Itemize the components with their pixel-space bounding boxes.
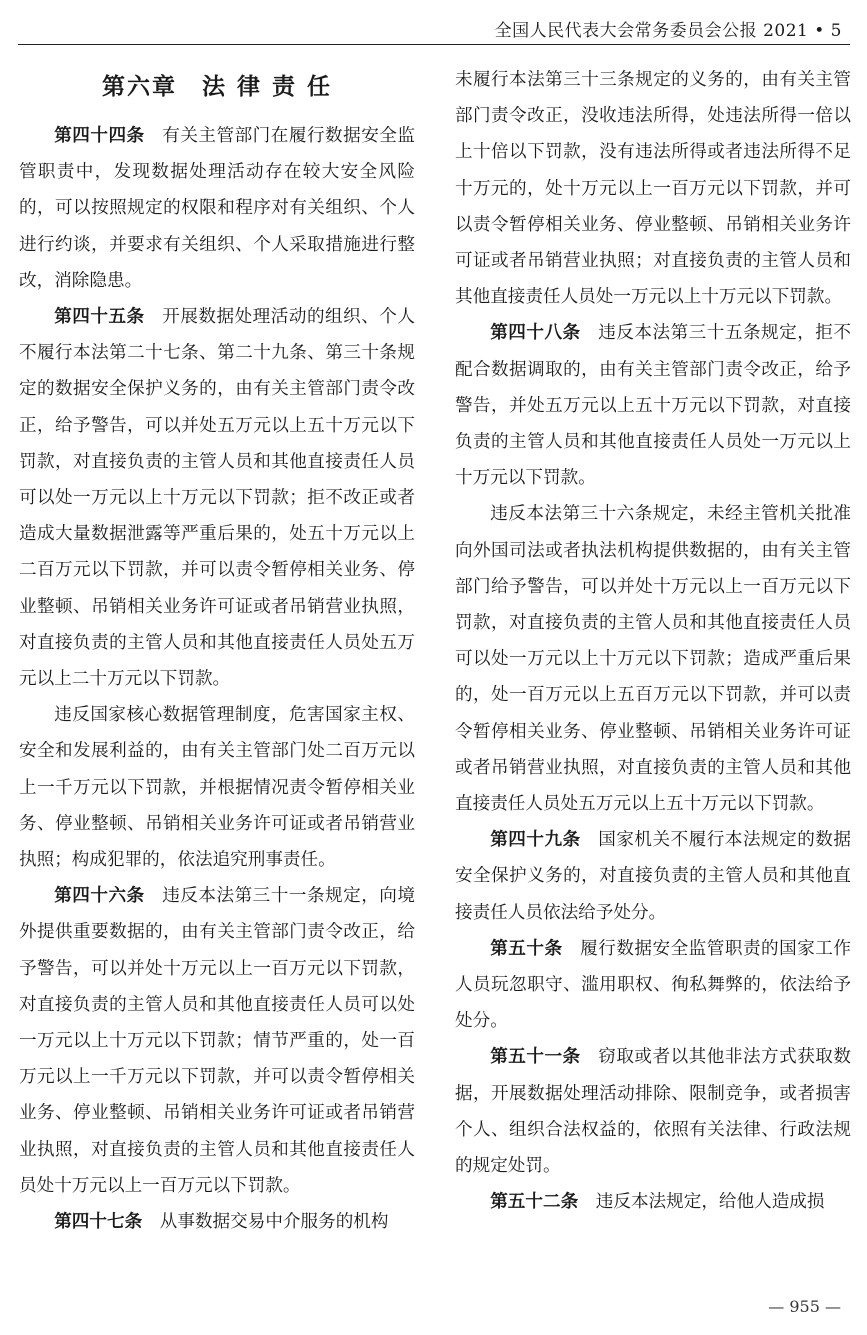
right-column-body xyxy=(455,62,851,1221)
article-paragraph xyxy=(19,878,415,1204)
article-text: 违反本法规定，给他人造成损 xyxy=(595,1192,825,1213)
article-number: 第四十八条 xyxy=(490,323,581,344)
article-paragraph xyxy=(455,62,851,315)
article-text: 违反本法第三十一条规定，向境外提供重要数据的，由有关主管部门责令改正，给予警告，可以并处十万元以上一百万元以下罚款，对直接负责的主管人员和其他直接责任人员可以处一万元以上十万元以下罚款；情节严重的，处一百万元以上一千万元以下罚款，并可以责令暂停相关业务、停业整顿、吊销相关业务许可证或者吊销营业执照，对直接负责的主管人员和其他直接责任人员处十万元以上一百万元以下罚款。 xyxy=(19,886,415,1196)
left-column-body xyxy=(19,118,415,1240)
article-text: 国家机关不履行本法规定的数据安全保护义务的，对直接负责的主管人员和其他直接责任人员依法给予处分。 xyxy=(455,830,851,923)
right-column xyxy=(455,62,851,1221)
article-paragraph xyxy=(19,1204,415,1240)
article-paragraph xyxy=(455,496,851,822)
article-number: 第五十条 xyxy=(490,938,563,959)
article-number: 第四十四条 xyxy=(54,126,145,146)
article-text: 违反本法第三十六条规定，未经主管机关批准向外国司法或者执法机构提供数据的，由有关主管部门给予警告，可以并处十万元以上一百万元以下罚款，对直接负责的主管人员和其他直接责任人员可以处一万元以上十万元以下罚款；造成严重后果的，处一百万元以上五百万元以下罚款，并可以责令暂停相关业务、停业整顿、吊销相关业务许可证或者吊销营业执照，对直接负责的主管人员和其他直接责任人员处五万元以上五十万元以下罚款。 xyxy=(455,504,851,815)
article-paragraph xyxy=(455,315,851,496)
chapter-title: 第六章 法 律 责 任 xyxy=(101,74,333,100)
article-number: 第五十一条 xyxy=(490,1047,581,1068)
article-text: 履行数据安全监管职责的国家工作人员玩忽职守、滥用职权、徇私舞弊的，依法给予处分。 xyxy=(455,938,851,1032)
article-text: 违反本法第三十五条规定，拒不配合数据调取的，由有关主管部门责令改正，给予警告，并处五万元以上五十万元以下罚款，对直接负责的主管人员和其他直接责任人员处一万元以上十万元以下罚款。 xyxy=(455,323,851,489)
article-paragraph xyxy=(455,1039,851,1184)
page-number: — 955 — xyxy=(768,1297,841,1316)
article-text: 未履行本法第三十三条规定的义务的，由有关主管部门责令改正，没收违法所得，处违法所得一倍以上十倍以下罚款，没有违法所得或者违法所得不足十万元的，处十万元以上一百万元以下罚款，并可以责令暂停相关业务、停业整顿、吊销相关业务许可证或者吊销营业执照；对直接负责的主管人员和其他直接责任人员处一万元以上十万元以下罚款。 xyxy=(455,70,851,308)
left-column xyxy=(19,62,415,1240)
article-text: 从事数据交易中介服务的机构 xyxy=(159,1212,389,1233)
article-paragraph xyxy=(19,299,415,697)
article-paragraph xyxy=(19,118,415,299)
article-paragraph xyxy=(455,1184,851,1220)
article-number: 第四十六条 xyxy=(54,886,145,907)
journal-title: 全国人民代表大会常务委员会公报 2021 • 5 xyxy=(494,21,842,41)
article-number: 第四十五条 xyxy=(54,307,145,328)
article-paragraph xyxy=(455,931,851,1040)
article-text: 窃取或者以其他非法方式获取数据，开展数据处理活动排除、限制竞争，或者损害个人、组织合法权益的，依照有关法律、行政法规的规定处罚。 xyxy=(455,1047,851,1177)
article-paragraph xyxy=(455,822,851,931)
article-text: 违反国家核心数据管理制度，危害国家主权、安全和发展利益的，由有关主管部门处二百万元以上一千万元以下罚款，并根据情况责令暂停相关业务、停业整顿、吊销相关业务许可证或者吊销营业执照；构成犯罪的，依法追究刑事责任。 xyxy=(19,705,415,871)
article-text: 有关主管部门在履行数据安全监管职责中，发现数据处理活动存在较大安全风险的，可以按照规定的权限和程序对有关组织、个人进行约谈，并要求有关组织、个人采取措施进行整改，消除隐患。 xyxy=(19,126,415,291)
article-number: 第四十九条 xyxy=(490,830,581,851)
article-text: 开展数据处理活动的组织、个人不履行本法第二十七条、第二十九条、第三十条规定的数据安全保护义务的，由有关主管部门责令改正，给予警告，可以并处五万元以上五十万元以下罚款，对直接负责的主管人员和其他直接责任人员可以处一万元以上十万元以下罚款；拒不改正或者造成大量数据泄露等严重后果的，处五十万元以上二百万元以下罚款，并可以责令暂停相关业务、停业整顿、吊销相关业务许可证或者吊销营业执照，对直接负责的主管人员和其他直接责任人员处五万元以上二十万元以下罚款。 xyxy=(19,307,415,690)
article-number: 第五十二条 xyxy=(490,1192,579,1213)
page-header xyxy=(18,12,850,45)
article-number: 第四十七条 xyxy=(54,1212,143,1233)
article-paragraph xyxy=(19,697,415,878)
